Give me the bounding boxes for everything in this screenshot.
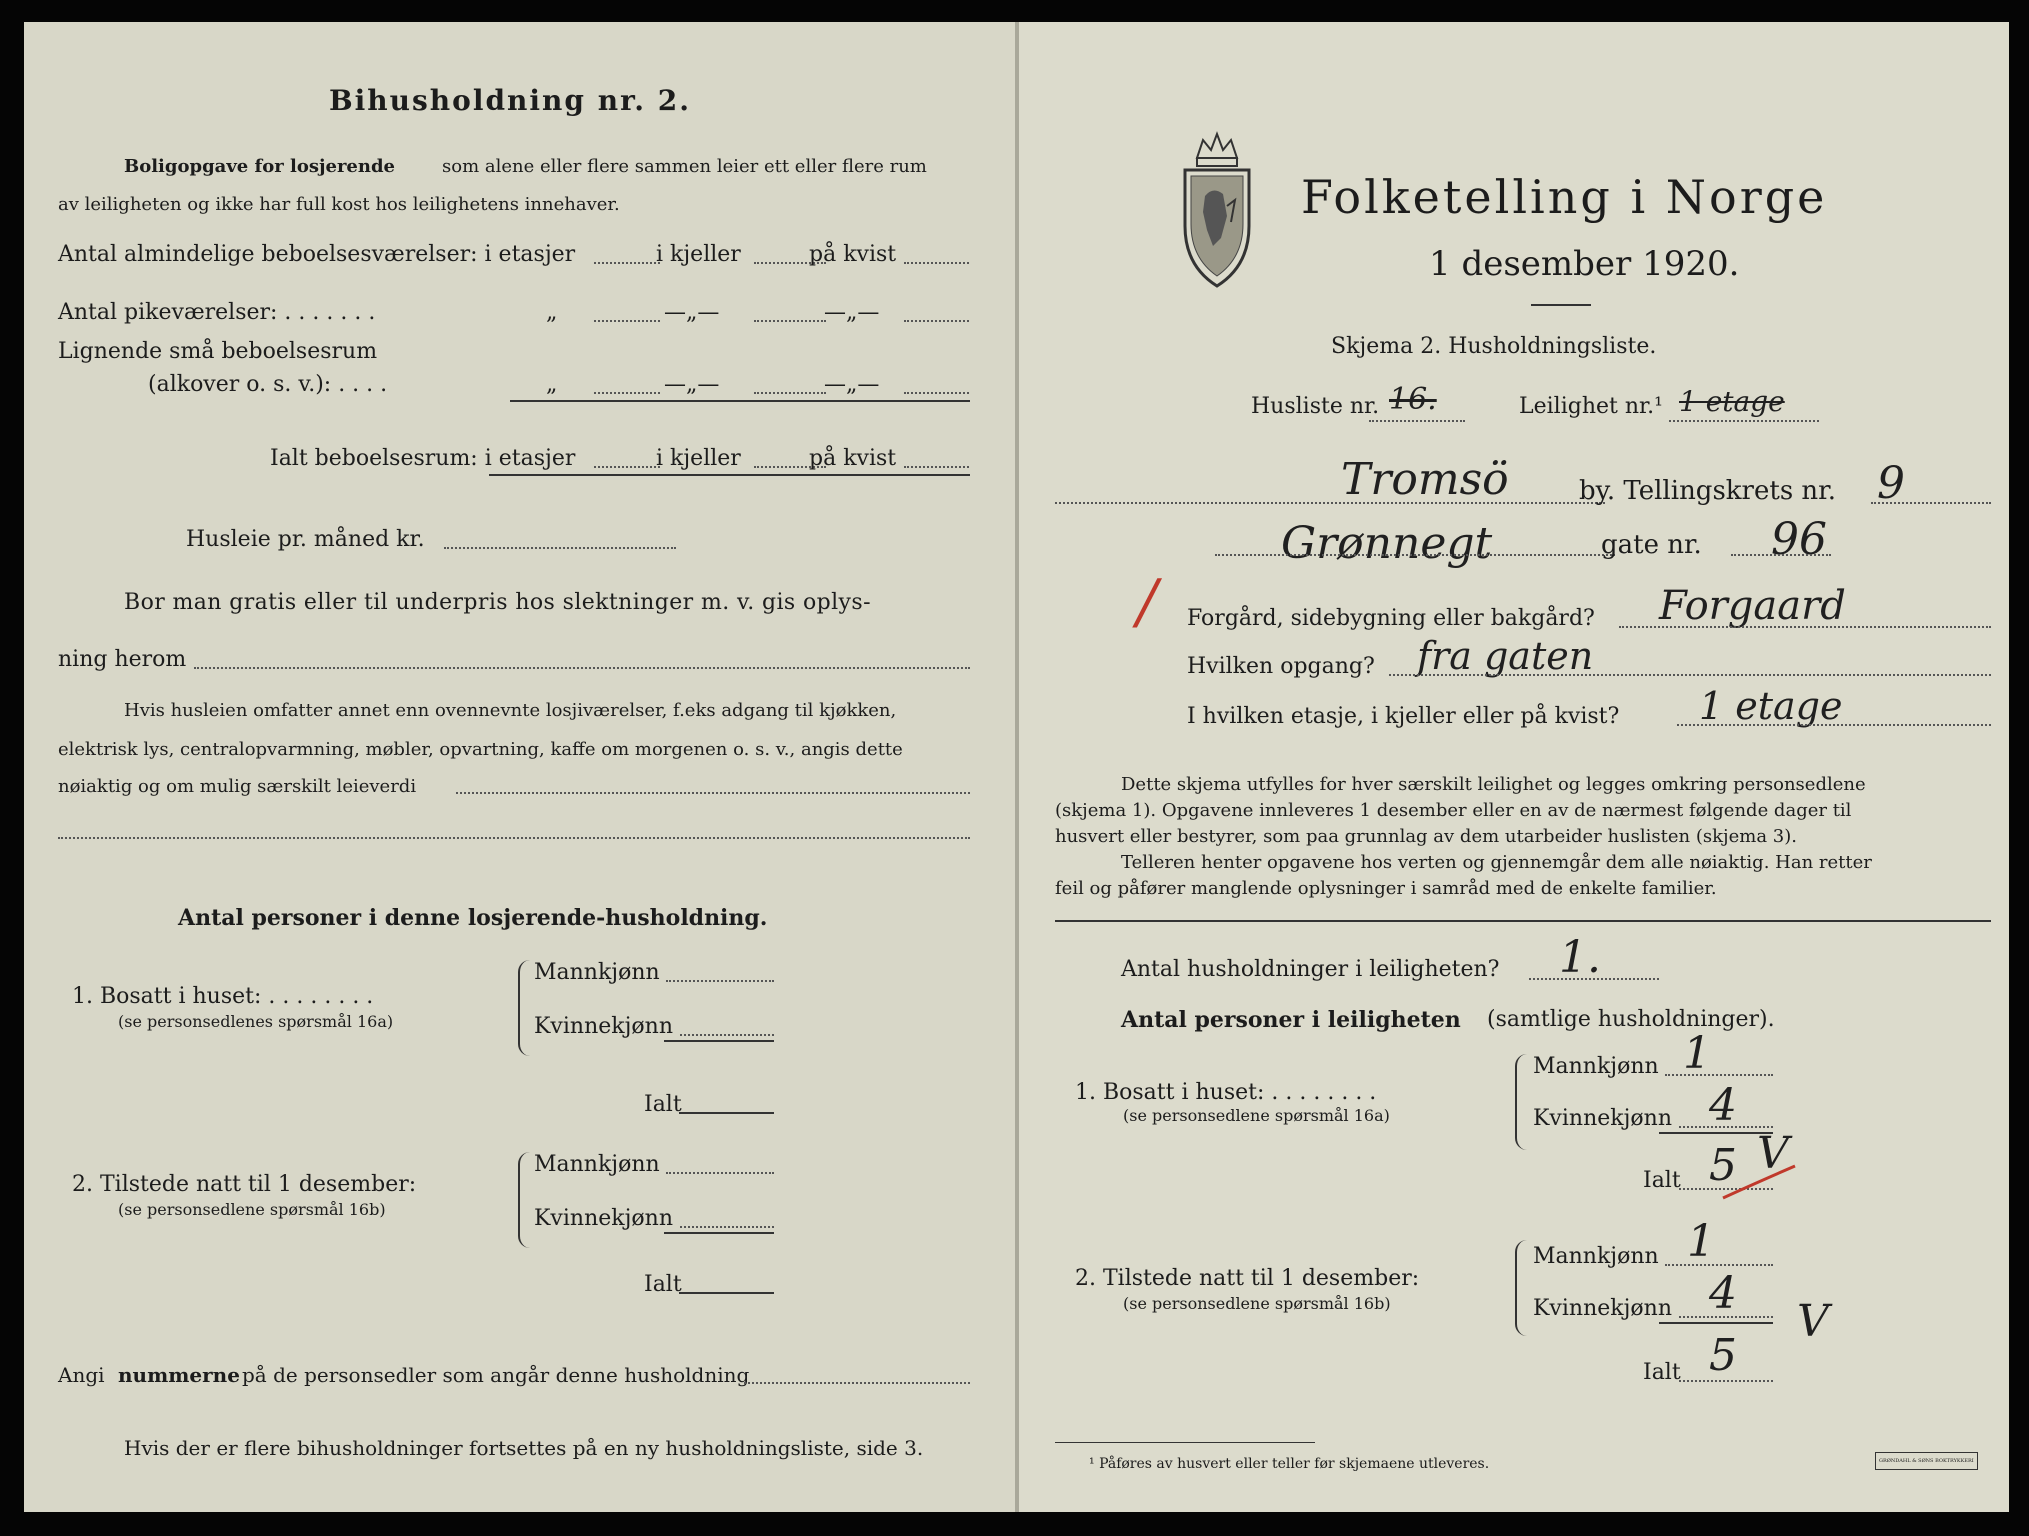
right-q1-mann-value: 1: [1683, 1028, 1711, 1079]
right-q2-sub: (se personsedlene spørsmål 16b): [1123, 1294, 1391, 1313]
pike-ditto: „: [546, 300, 558, 325]
right-q2-ialt-label: Ialt: [1643, 1360, 1681, 1385]
husleie-field: [444, 547, 676, 549]
bor-line1: Bor man gratis eller til underpris hos slektninger m. v. gis oplys-: [124, 590, 871, 615]
pike-field-1: [594, 320, 660, 322]
lignende-field-2: [754, 392, 826, 394]
ialt-rooms-label: Ialt beboelsesrum: i etasjer: [270, 446, 576, 471]
husliste-field: [1369, 420, 1465, 422]
krets-value: 9: [1877, 458, 1905, 509]
gate-nr-label: gate nr.: [1601, 530, 1702, 560]
ialt-rooms-rule: [489, 474, 970, 476]
lignende-field-1: [594, 392, 660, 394]
rooms-sum-rule: [510, 400, 970, 402]
leilighet-field: [1669, 420, 1819, 422]
info-line1: Dette skjema utfylles for hver særskilt leilighet og legges omkring personsedlene: [1121, 774, 1866, 795]
husliste-value: 16.: [1389, 382, 1437, 417]
left-q2-ialt-rule: [679, 1292, 774, 1294]
left-q2-kvinne-label: Kvinnekjønn: [534, 1206, 673, 1231]
right-q2-kvinne-label: Kvinnekjønn: [1533, 1296, 1672, 1321]
pike-field-2: [754, 320, 826, 322]
by-krets-label: by. Tellingskrets nr.: [1579, 476, 1837, 506]
left-q1-mann-label: Mannkjønn: [534, 960, 660, 985]
gate-nr-value: 96: [1771, 514, 1827, 565]
margin-red-mark: /: [1137, 567, 1158, 637]
footnote: ¹ Påføres av husvert eller teller før skjemaene utleveres.: [1089, 1456, 1490, 1472]
husholdninger-label: Antal husholdninger i leiligheten?: [1121, 957, 1500, 982]
right-q2-sum-rule: [1659, 1322, 1773, 1324]
city-value: Tromsö: [1341, 454, 1509, 505]
left-q1-ialt-rule: [679, 1112, 774, 1114]
left-q2-sum-rule: [664, 1232, 774, 1234]
rooms-etasjer-field: [594, 262, 660, 264]
right-page: [1019, 22, 2009, 1512]
left-footer: Hvis der er flere bihusholdninger fortsettes på en ny husholdningsliste, side 3.: [124, 1436, 924, 1460]
left-q1-kvinne-label: Kvinnekjønn: [534, 1014, 673, 1039]
info-rule: [1055, 920, 1991, 922]
right-q2-ialt-value: 5: [1709, 1330, 1737, 1381]
lignende-dash-1: —„—: [664, 372, 720, 397]
right-q1-kvinne-value: 4: [1709, 1080, 1737, 1131]
left-q2-ialt-label: Ialt: [644, 1272, 682, 1297]
lignende-line2: (alkover o. s. v.): . . . .: [148, 372, 388, 397]
info-line3: husvert eller bestyrer, som paa grunnlag av dem utarbeider huslisten (skjema 3).: [1055, 826, 1797, 847]
husliste-label: Husliste nr.: [1251, 394, 1380, 419]
right-q2-kvinne-field: [1679, 1316, 1773, 1318]
rooms-label: Antal almindelige beboelsesværelser: i etasjer: [58, 242, 576, 267]
left-q1-sum-rule: [664, 1040, 774, 1042]
norway-coat-of-arms-icon: [1177, 126, 1257, 296]
leieverdi-field: [456, 792, 970, 794]
right-q2-mann-field: [1665, 1264, 1773, 1266]
opgang-field: [1389, 674, 1991, 676]
lignende-dash-2: —„—: [824, 372, 880, 397]
right-q1-brace: [1515, 1054, 1527, 1150]
right-q2-brace: [1515, 1240, 1527, 1336]
left-q1-ialt-label: Ialt: [644, 1092, 682, 1117]
bor-line2: ning herom: [58, 647, 187, 672]
intro-line2: av leiligheten og ikke har full kost hos leilighetens innehaver.: [58, 194, 620, 215]
right-q2-mann-value: 1: [1687, 1216, 1715, 1267]
persons-title-bold: Antal personer i leiligheten: [1121, 1007, 1461, 1033]
intro-rest: som alene eller flere sammen leier ett eller flere rum: [442, 156, 927, 177]
red-correction-mark-icon: [1719, 1162, 1799, 1202]
lignende-ditto: „: [546, 372, 558, 397]
left-q2-label: 2. Tilstede natt til 1 desember:: [72, 1172, 417, 1197]
lignende-field-3: [904, 392, 969, 394]
street-value: Grønnegt: [1281, 518, 1493, 569]
hvis-line3: nøiaktig og om mulig særskilt leieverdi: [58, 776, 417, 797]
ialt-kvist-label: på kvist: [809, 446, 897, 471]
right-q2-label: 2. Tilstede natt til 1 desember:: [1075, 1266, 1420, 1291]
husholdninger-value: 1.: [1559, 932, 1601, 983]
left-q2-sub: (se personsedlene spørsmål 16b): [118, 1200, 386, 1219]
etasje-value: 1 etage: [1699, 684, 1843, 728]
right-q1-mann-label: Mannkjønn: [1533, 1054, 1659, 1079]
forgaard-label: Forgård, sidebygning eller bakgård?: [1187, 606, 1595, 631]
angi-field: [744, 1382, 970, 1384]
right-q1-ialt-value: 5: [1709, 1140, 1737, 1191]
right-q1-ialt-label: Ialt: [1643, 1168, 1681, 1193]
losjerende-persons-title: Antal personer i denne losjerende-husholdning.: [178, 905, 768, 931]
right-q1-mann-field: [1665, 1074, 1773, 1076]
left-q1-label: 1. Bosatt i huset: . . . . . . . .: [72, 984, 374, 1009]
left-q1-brace: [518, 960, 530, 1056]
pike-label: Antal pikeværelser: . . . . . . .: [58, 300, 376, 325]
forgaard-value: Forgaard: [1659, 583, 1846, 629]
pike-dash-2: —„—: [824, 300, 880, 325]
city-field: [1055, 502, 1605, 504]
right-q2-kvinne-value: 4: [1709, 1268, 1737, 1319]
rooms-kvist-field: [904, 262, 969, 264]
opgang-value: fra gaten: [1417, 634, 1594, 678]
hvis-line1: Hvis husleien omfatter annet enn ovennevnte losjiværelser, f.eks adgang til kjøkken,: [124, 700, 897, 721]
opgang-label: Hvilken opgang?: [1187, 654, 1375, 679]
rooms-kvist-label: på kvist: [809, 242, 897, 267]
krets-field: [1871, 502, 1991, 504]
left-q1-kvinne-field: [680, 1034, 774, 1036]
leilighet-label: Leilighet nr.¹: [1519, 394, 1663, 419]
bor-field: [194, 667, 970, 669]
census-date: 1 desember 1920.: [1429, 244, 1740, 284]
info-line4: Telleren henter opgavene hos verten og gjennemgår dem alle nøiaktig. Han retter: [1121, 852, 1872, 873]
leilighet-value: 1 etage: [1679, 385, 1785, 418]
right-q1-sum-rule: [1659, 1132, 1773, 1134]
left-q2-mann-field: [666, 1172, 774, 1174]
left-q2-kvinne-field: [680, 1226, 774, 1228]
etasje-field: [1677, 724, 1991, 726]
left-q2-brace: [518, 1152, 530, 1248]
left-q2-mann-label: Mannkjønn: [534, 1152, 660, 1177]
leieverdi-field-2: [58, 837, 970, 839]
bihusholdning-title: Bihusholdning nr. 2.: [329, 84, 691, 117]
footnote-rule: [1055, 1442, 1315, 1443]
rooms-kjeller-label: i kjeller: [656, 242, 741, 267]
right-q2-ialt-field: [1679, 1380, 1773, 1382]
skjema-label: Skjema 2. Husholdningsliste.: [1331, 334, 1657, 359]
printer-stamp: GRØNDAHL & SØNS BOKTRYKKERI: [1875, 1452, 1978, 1470]
ialt-kvist-field: [904, 466, 969, 468]
forgaard-field: [1619, 626, 1991, 628]
left-q1-mann-field: [666, 980, 774, 982]
persons-title-rest: (samtlige husholdninger).: [1487, 1007, 1775, 1032]
left-q1-sub: (se personsedlenes spørsmål 16a): [118, 1012, 394, 1031]
right-q2-mann-label: Mannkjønn: [1533, 1244, 1659, 1269]
right-q1-label: 1. Bosatt i huset: . . . . . . . .: [1075, 1080, 1377, 1105]
left-page: [24, 22, 1017, 1512]
ialt-kjeller-label: i kjeller: [656, 446, 741, 471]
folketelling-title: Folketelling i Norge: [1301, 170, 1828, 224]
lignende-line1: Lignende små beboelsesrum: [58, 339, 378, 364]
husleie-label: Husleie pr. måned kr.: [186, 527, 425, 552]
husholdninger-field: [1529, 978, 1659, 980]
right-q1-kvinne-label: Kvinnekjønn: [1533, 1106, 1672, 1131]
info-line5: feil og påfører manglende oplysninger i samråd med de enkelte familier.: [1055, 878, 1717, 899]
intro-bold: Boligopgave for losjerende: [124, 156, 396, 177]
title-rule: [1531, 304, 1591, 306]
ialt-etasjer-field: [594, 466, 660, 468]
street-field: [1215, 554, 1615, 556]
angi-bold: nummerne: [118, 1363, 240, 1387]
right-q1-check: V: [1757, 1128, 1789, 1179]
gate-nr-field: [1731, 554, 1831, 556]
angi-pre: Angi: [58, 1363, 105, 1387]
right-q1-sub: (se personsedlene spørsmål 16a): [1123, 1106, 1390, 1125]
etasje-label: I hvilken etasje, i kjeller eller på kvist?: [1187, 704, 1620, 729]
hvis-line2: elektrisk lys, centralopvarmning, møbler, opvartning, kaffe om morgenen o. s. v., angis dette: [58, 739, 903, 760]
pike-dash-1: —„—: [664, 300, 720, 325]
pike-field-3: [904, 320, 969, 322]
right-q2-check: V: [1797, 1296, 1829, 1347]
angi-rest: på de personsedler som angår denne husholdning: [242, 1363, 750, 1387]
info-line2: (skjema 1). Opgavene innleveres 1 desember eller en av de nærmest følgende dager til: [1055, 800, 1852, 821]
